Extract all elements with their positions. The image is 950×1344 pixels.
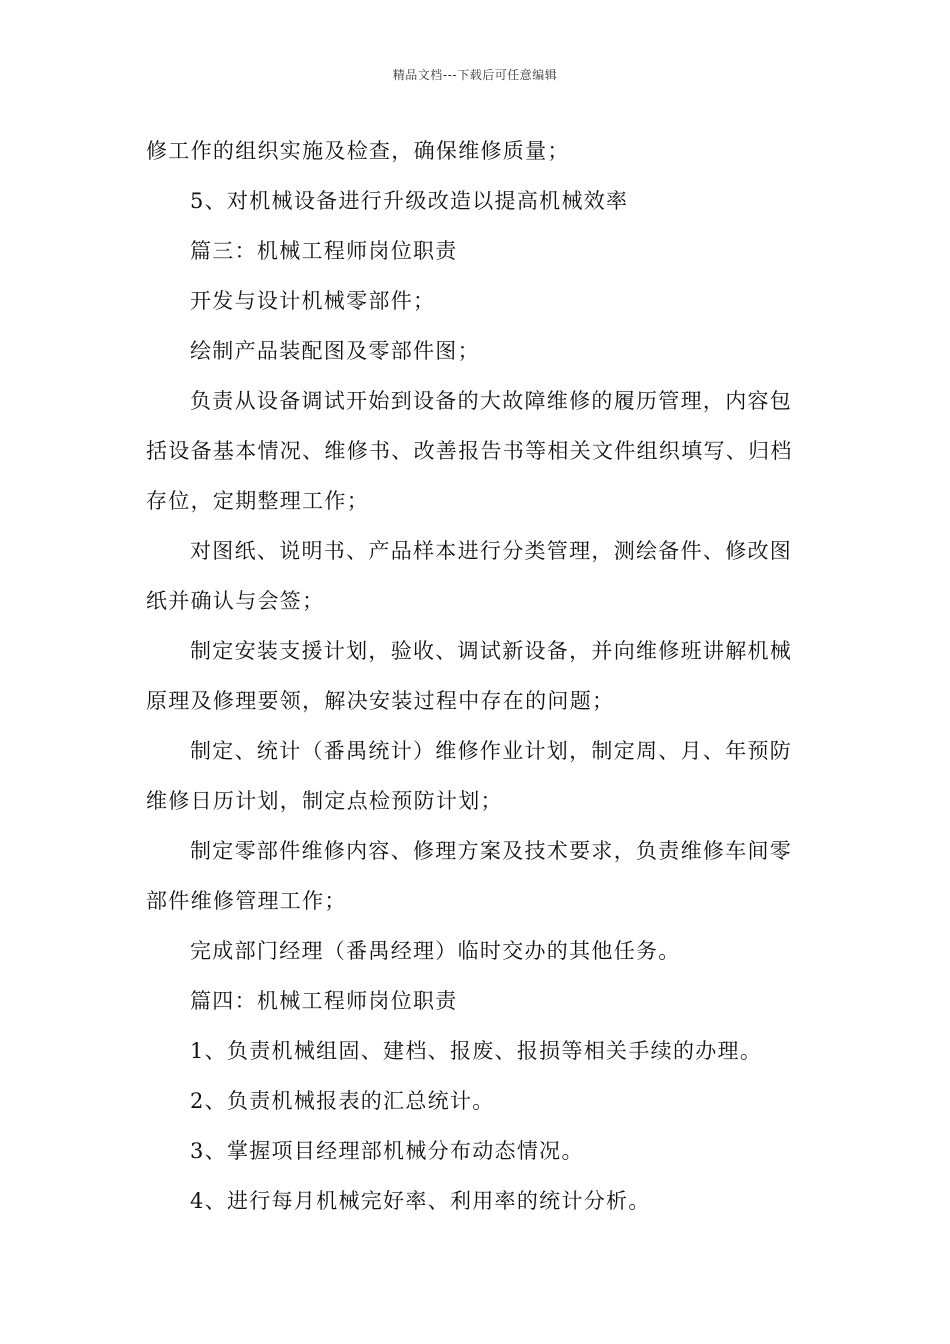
text-line: 制定、统计（番禺统计）维修作业计划，制定周、月、年预防 [190,739,793,763]
text-line: 修工作的组织实施及检查，确保维修质量； [146,139,570,163]
text-line: 5、对机械设备进行升级改造以提高机械效率 [190,189,629,213]
document-body [146,126,816,1226]
text-line: 1、负责机械组固、建档、报废、报损等相关手续的办理。 [190,1039,763,1063]
text-line: 括设备基本情况、维修书、改善报告书等相关文件组织填写、归档 [146,439,793,463]
text-line: 纸并确认与会签； [146,589,325,613]
text-line: 维修日历计划，制定点检预防计划； [146,789,503,813]
text-line: 制定零部件维修内容、修理方案及技术要求，负责维修车间零 [190,839,793,863]
text-line: 存位，定期整理工作； [146,489,369,513]
text-line: 对图纸、说明书、产品样本进行分类管理，测绘备件、修改图 [190,539,793,563]
text-line: 制定安装支援计划，验收、调试新设备，并向维修班讲解机械 [190,639,793,663]
text-line: 部件维修管理工作； [146,889,347,913]
text-line: 4、进行每月机械完好率、利用率的统计分析。 [190,1189,651,1213]
text-line: 2、负责机械报表的汇总统计。 [190,1089,495,1113]
page-header: 精品文档---下载后可任意编辑 [392,68,558,82]
text-line: 篇三：机械工程师岗位职责 [190,239,458,263]
text-line: 完成部门经理（番禺经理）临时交办的其他任务。 [190,939,681,963]
text-line: 负责从设备调试开始到设备的大故障维修的履历管理，内容包 [190,389,793,413]
text-line: 篇四：机械工程师岗位职责 [190,989,458,1013]
text-line: 开发与设计机械零部件； [190,289,436,313]
text-line: 原理及修理要领，解决安装过程中存在的问题； [146,689,615,713]
text-line: 绘制产品装配图及零部件图； [190,339,480,363]
text-line: 3、掌握项目经理部机械分布动态情况。 [190,1139,584,1163]
